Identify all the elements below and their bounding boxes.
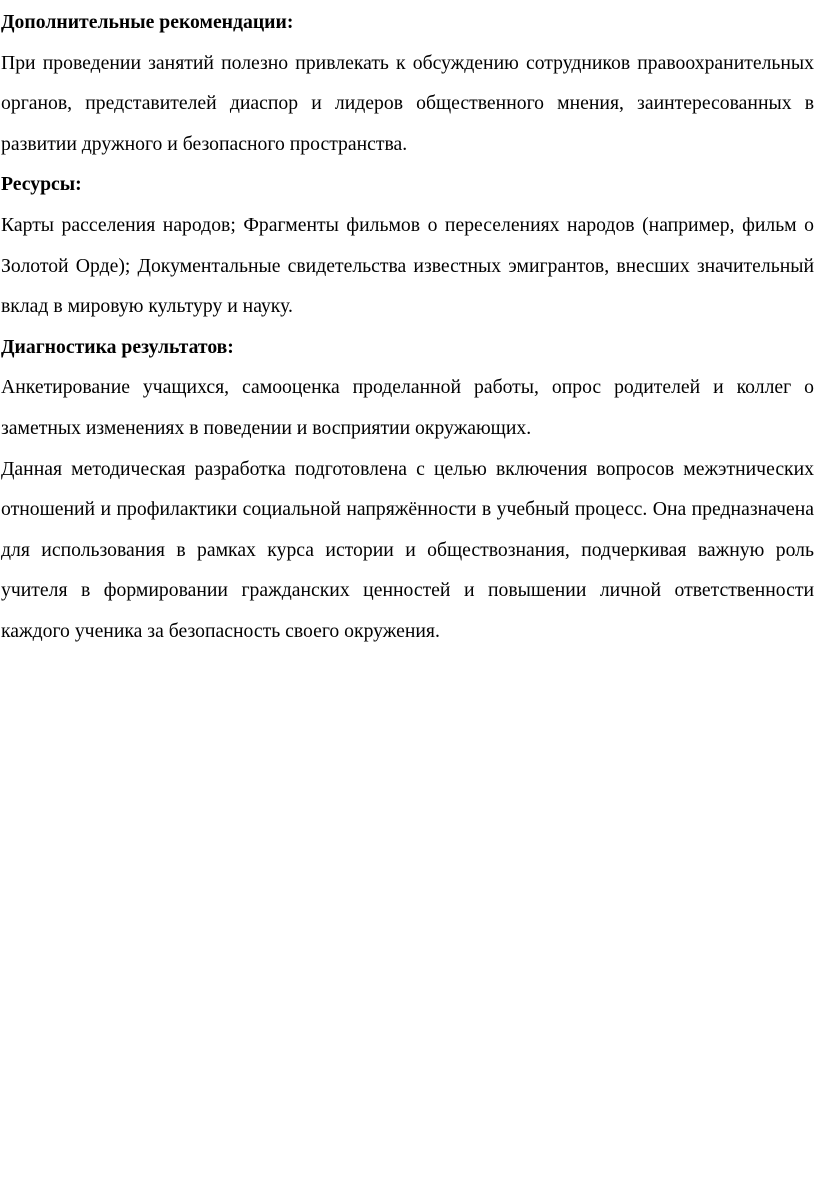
- paragraph-conclusion: Данная методическая разработка подготовлена с целью включения вопросов межэтнических отношений и профилактики социальной напряжённости в учебный процесс. Она предназначена для использования в рамках курса истории и обществознания, подчеркивая важную роль учителя в формировании гражданских ценностей и повышении личной ответственности каждого ученика за безопасность своего окружения.: [1, 457, 814, 642]
- heading-resources: Ресурсы:: [1, 173, 82, 196]
- heading-results-diagnostics: Диагностика результатов:: [1, 335, 234, 358]
- paragraph-diagnostics: Анкетирование учащихся, самооценка проделанной работы, опрос родителей и коллег о заметных изменениях в поведении и восприятии окружающих.: [1, 376, 814, 439]
- paragraph-resources: Карты расселения народов; Фрагменты фильмов о переселениях народов (например, фильм о Золотой Орде); Документальные свидетельства известных эмигрантов, внесших значительный вклад в мировую культуру и науку.: [1, 213, 814, 318]
- heading-additional-recommendations: Дополнительные рекомендации:: [1, 11, 294, 33]
- paragraph-recommendations: При проведении занятий полезно привлекать к обсуждению сотрудников правоохранительных органов, представителей диаспор и лидеров общественного мнения, заинтересованных в развитии дружного и безопасного пространства.: [1, 51, 814, 155]
